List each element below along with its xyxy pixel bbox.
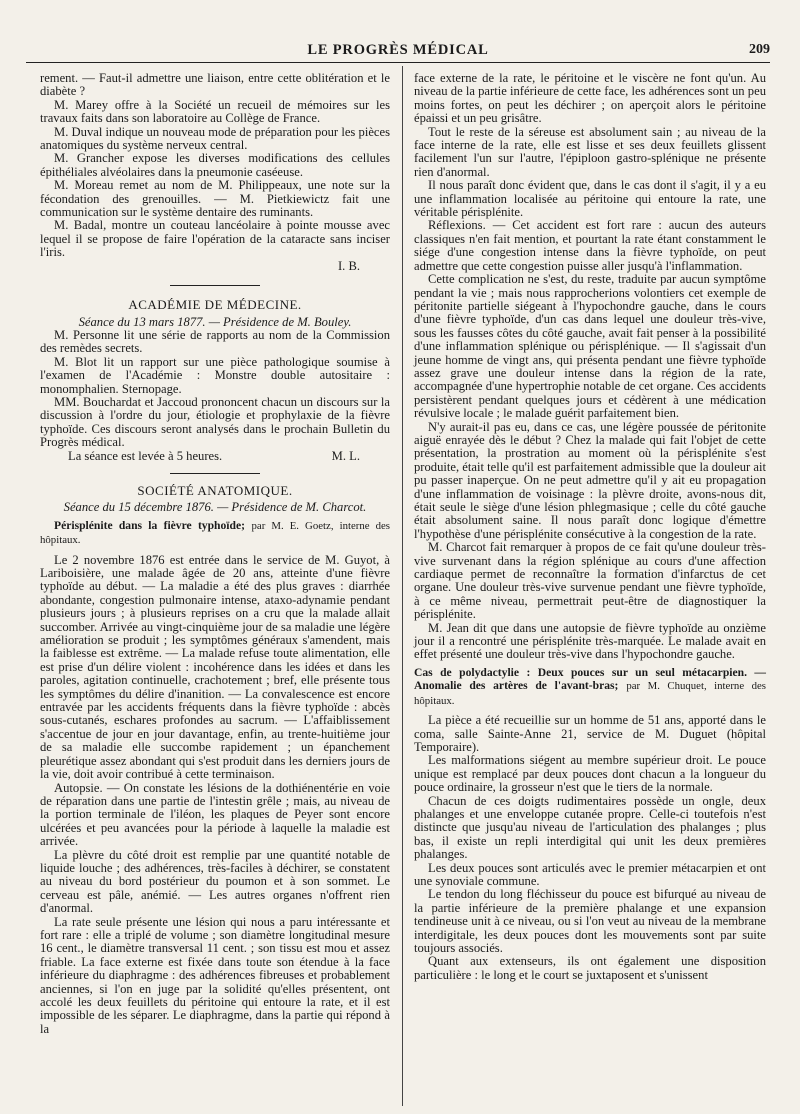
column-separator — [402, 66, 403, 1106]
paragraph: N'y aurait-il pas eu, dans ce cas, une légère poussée de péritonite aiguë enrayée dès le début ? Chez la malade qui fait l'objet de cette présentation, la prostration au moment où la périsplénite s'est produite, était telle qu'il est parfaitement admissible que la douleur ait pu passer inaperçue. On ne peut admettre qu'il y ait eu propagation d'une inflammation de voisinage : la plèvre droite, avons-nous dit, était seule le siège d'une lésion phlegmasique ; celle du côté gauche était absolument saine. Il nous paraît donc logique d'émettre l'hypothèse d'une périsplénite consécutive à la congestion de la rate. — [414, 419, 766, 541]
paragraph: M. Personne lit une série de rapports au nom de la Commission des remèdes secrets. — [40, 327, 390, 356]
left-column — [40, 72, 390, 1036]
paragraph: M. Badal, montre un couteau lancéolaire à pointe mousse avec lequel il se propose de faire l'opération de la cataracte sans inciser l'iris. — [40, 218, 390, 260]
paragraph: Chacun de ces doigts rudimentaires possède un ongle, deux phalanges et une enveloppe cutanée propre. Celle-ci toutefois n'est distincte que jusqu'au niveau de l'articulation des phalanges ; plus bas, il existe un repli interdigital qui unit les deux premières phalanges. — [414, 793, 766, 862]
paragraph: M. Grancher expose les diverses modifications des cellules épithéliales alvéolaires dans la pneumonie caséeuse. — [40, 151, 390, 179]
paragraph: Réflexions. — Cet accident est fort rare : aucun des auteurs classiques n'en fait mention, et pourtant la rate étant constamment le siége d'une congestion intense dans la fièvre typhoïde, on peut admettre que cette congestion puisse aller jusqu'à l'inflammation. — [414, 218, 766, 273]
paragraph: rement. — Faut-il admettre une liaison, entre cette oblitération et le diabète ? — [40, 71, 390, 99]
seance-line: Séance du 15 décembre 1876. — Présidence de M. Charcot. — [63, 500, 367, 515]
paragraph: Le tendon du long fléchisseur du pouce est bifurqué au niveau de la partie inférieure de la première phalange et une expansion tendineuse unit à ce niveau, ou si l'on veut au niveau de la membrane interdigitale, les deux pouces dont les mouvements sont par suite toujours associés. — [414, 887, 766, 955]
article-byline: par M. Chuquet, interne des hôpitaux. — [414, 680, 766, 707]
paragraph: M. Jean dit que dans une autopsie de fièvre typhoïde au onzième jour il a rencontré une périsplénite très-marquée. Le malade avait en effet présenté une douleur très-vive dans l'hypochondre gauche. — [414, 620, 766, 662]
paragraph: face externe de la rate, le péritoine et le viscère ne font qu'un. Au niveau de la partie inférieure de cette face, les adhérences sont un peu moins fortes, on peut les déchirer ; on aperçoit alors le péritoine épaissi et un peu grisâtre. — [414, 71, 766, 126]
header-rule — [26, 62, 770, 63]
seance-line: Séance du 13 mars 1877. — Présidence de M. Bouley. — [78, 314, 352, 329]
signature: M. L. — [331, 448, 360, 463]
paragraph: M. Moreau remet au nom de M. Philippeaux, une note sur la fécondation des grenouilles. — M. Pietkiewictz fait une communication sur le système dentaire des ruminants. — [40, 178, 390, 220]
paragraph: Autopsie. — On constate les lésions de la dothiénentérie en voie de réparation dans une partie de l'intestin grêle ; mais, au niveau de la portion terminale de l'iléon, les plaques de Peyer sont encore ulcérées et peu avancées pour la période à laquelle la maladie est arrivée. — [40, 780, 390, 849]
paragraph: La pièce a été recueillie sur un homme de 51 ans, apporté dans le coma, salle Sainte-Anne 21, service de M. Duguet (hôpital Temporaire). — [414, 713, 766, 754]
journal-title: LE PROGRÈS MÉDICAL — [307, 42, 489, 58]
paragraph: La plèvre du côté droit est remplie par une quantité notable de liquide louche ; des adhérences, très-faciles à déchirer, se constatent au niveau du bord postérieur du poumon et à son sommet. Le cerveau est pâle, anémié. — Les autres organes n'offrent rien d'anormal. — [40, 847, 390, 916]
closing-line: La séance est levée à 5 heures. — [68, 448, 223, 463]
paragraph: MM. Bouchardat et Jaccoud prononcent chacun un discours sur la discussion à l'ordre du jour, étiologie et prophylaxie de la fièvre typhoïde. Ces discours seront analysés dans le prochain Bulletin du Progrès médical. — [40, 394, 390, 450]
signature: I. B. — [337, 258, 360, 273]
paragraph: La rate seule présente une lésion qui nous a paru intéressante et fort rare : elle a triplé de volume ; son diamètre longitudinal mesure 16 cent., le diamètre transversal 11 cent. ; son tissu est mou et assez friable. La face externe est fixée dans toute son étendue à la face inférieure du diaphragme : des adhérences fibreuses et probablement anciennes, si l'on en juge par la solidité qu'elles présentent, ont accolé les deux feuillets du péritoine qui entoure la rate, et il est impossible de les séparer. Le diaphragme, dans la partie qui répond à la — [40, 914, 390, 1036]
paragraph: M. Duval indique un nouveau mode de préparation pour les pièces anatomiques du système nerveux central. — [40, 124, 390, 153]
paragraph: Tout le reste de la séreuse est absolument sain ; au niveau de la face interne de la rate, elle est lisse et ses deux feuillets glissent facilement l'un sur l'autre, l'épiploon gastro-splénique ne présente rien d'anormal. — [414, 124, 766, 179]
paragraph: Le 2 novembre 1876 est entrée dans le service de M. Guyot, à Lariboisière, une malade âgée de 20 ans, atteinte d'une fièvre typhoïde au début. — La maladie a été des plus graves : diarrhée abondante, congestion pulmonaire intense, ataxo-adynamie pendant plusieurs jours ; à plusieurs reprises on a cru que la malade allait succomber. Arrivée au vingt-cinquième jour de sa maladie une légère amélioration se produit ; les symptômes généraux s'amendent, mais la faiblesse est extrême. — La malade refuse toute alimentation, elle est prise d'un délire violent : incohérence dans les idées et dans les paroles, agitation continuelle, crachotement ; bref, elle présente tous les symptômes du délire d'inanition. — La convalescence est encore entravée par les accidents fréquents dans la fièvre typhoïde : abcès sous-cutanés, eschares profondes au sacrum. — L'affaiblissement s'accentue de jour en jour davantage, enfin, au trente-huitième jour de sa maladie elle succombe rapidement ; un épanchement pleurétique assez abondant qui s'est produit dans les derniers jours de la vie, doit avoir contribué à cette terminaison. — [40, 552, 390, 782]
right-column — [414, 72, 766, 982]
paragraph: Il nous paraît donc évident que, dans le cas dont il s'agit, il y a eu une inflammation localisée au péritoine qui entoure la rate, une véritable périsplénite. — [414, 178, 766, 220]
paragraph: Les malformations siégent au membre supérieur droit. Le pouce unique est remplacé par deux pouces dont chacun a la longueur du pouce ordinaire, la grosseur n'est que le tiers de la normale. — [414, 753, 766, 795]
paragraph: M. Blot lit un rapport sur une pièce pathologique soumise à l'examen de l'Académie : Monstre double autositaire : monomphalien. Sternopage. — [40, 354, 390, 396]
section-title-academie: ACADÉMIE DE MÉDECINE. — [128, 297, 302, 313]
paragraph: M. Charcot fait remarquer à propos de ce fait qu'une douleur très-vive survenant dans la région splénique au cours d'une affection cardiaque permet de reconnaître la formation d'infarctus de cet organe. Une douleur très-vive survenue pendant une fièvre typhoïde, à ce même niveau, permettrait peut-être de diagnostiquer la périsplénite. — [414, 540, 766, 622]
article-title: Périsplénite dans la fièvre typhoïde; — [54, 518, 245, 532]
page-header — [26, 40, 770, 62]
paragraph: Quant aux extenseurs, ils ont également une disposition particulière : le long et le court se juxtaposent et s'unissent — [414, 954, 766, 982]
section-title-societe: SOCIÉTÉ ANATOMIQUE. — [137, 482, 293, 498]
paragraph: Les deux pouces sont articulés avec le premier métacarpien et ont une synoviale commune. — [414, 860, 766, 888]
article-title: Cas de polydactylie : Deux pouces sur un seul métacarpien. — Anomalie des artères de l'avant-bras; — [414, 665, 766, 693]
paragraph: M. Marey offre à la Société un recueil de mémoires sur les travaux faits dans son laboratoire au Collège de France. — [40, 97, 390, 126]
article-byline: par M. E. Goetz, interne des hôpitaux. — [40, 519, 391, 547]
page-number: 209 — [749, 42, 770, 57]
paragraph: Cette complication ne s'est, du reste, traduite par aucun symptôme pendant la vie ; mais nous rapprocherions volontiers cet exemple de péritonite partielle siégeant à l'hypochondre gauche, dans le cours d'une fièvre typhoïde, d'un cas dans lequel une douleur très-vive, sous les fausses côtes du côté gauche, avait fait penser à la possibilité d'une inflammation splénique ou périsplénique. — Il s'agissait d'un jeune homme de vingt ans, qui présenta pendant une fièvre typhoïde assez grave une douleur intense dans la région de la rate, accompagnée d'une hypertrophie notable de cet organe. Ces accidents persistèrent pendant quelques jours et cédèrent à une médication révulsive locale ; le malade guérit parfaitement bien. — [414, 272, 766, 421]
